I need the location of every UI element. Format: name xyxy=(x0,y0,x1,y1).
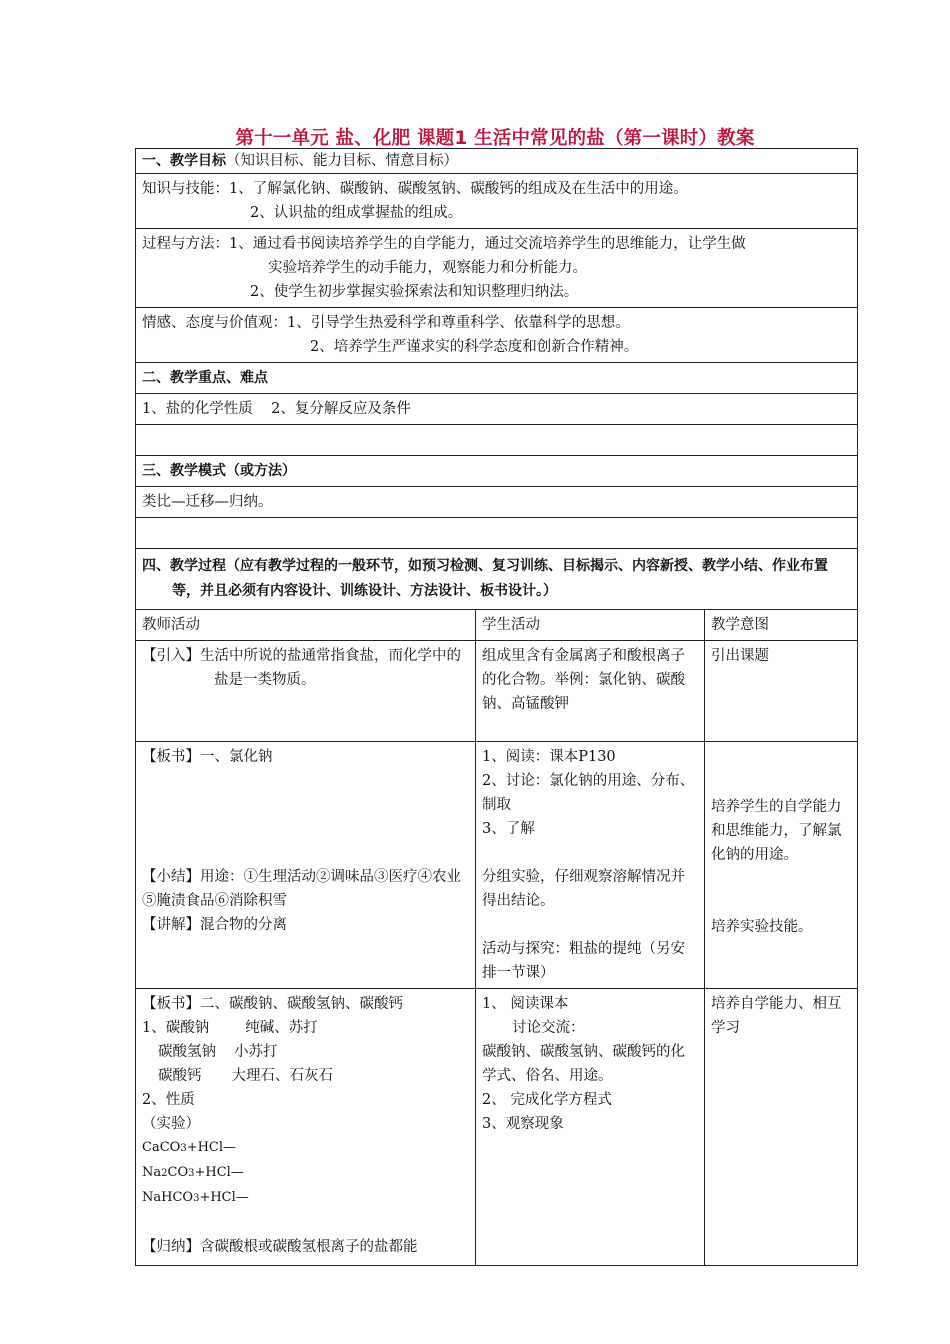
carbonate-student-4: 2、 完成化学方程式 xyxy=(482,1092,612,1108)
key-points-heading-row xyxy=(136,363,858,394)
nacl-intent-2: 培养实验技能。 xyxy=(711,919,813,935)
process-columns-row xyxy=(136,610,858,641)
carbonate-student-2: 讨论交流： xyxy=(512,1020,585,1036)
properties-label: 2、性质 xyxy=(142,1092,195,1108)
goals-knowledge-row xyxy=(136,174,858,229)
goals-emotion-row xyxy=(136,308,858,363)
carbonate-item-3-alias: 大理石、石灰石 xyxy=(231,1068,333,1084)
equation-na2co3: Na2CO3+HCl— xyxy=(142,1165,244,1180)
process-row-intro xyxy=(136,641,858,742)
goals-heading-row xyxy=(136,149,858,174)
carbonate-intent: 培养自学能力、相互学习 xyxy=(705,989,858,1266)
nacl-summary: 【小结】用途：①生理活动②调味品③医疗④农业⑤腌渍食品⑥消除积雪 xyxy=(142,869,461,909)
key-points-content: 1、盐的化学性质 2、复分解反应及条件 xyxy=(136,394,858,425)
carbonate-student-3: 碳酸钠、碳酸氢钠、碳酸钙的化学式、俗名、用途。 xyxy=(482,1044,685,1084)
equation-caco3: CaCO3+HCl— xyxy=(142,1140,237,1155)
process-heading-row xyxy=(136,549,858,610)
column-student: 学生活动 xyxy=(476,610,705,641)
intro-intent: 引出课题 xyxy=(705,641,858,742)
intro-student: 组成里含有金属离子和酸根离子的化合物。举例：氯化钠、碳酸钠、高锰酸钾 xyxy=(476,641,705,742)
emotion-line-2: 2、培养学生严谨求实的科学态度和创新合作精神。 xyxy=(310,339,639,355)
nacl-student-4: 分组实验，仔细观察溶解情况并得出结论。 xyxy=(482,869,685,909)
carbonate-student-1: 1、 阅读课本 xyxy=(482,996,569,1012)
intro-teacher: 【引入】生活中所说的盐通常指食盐，而化学中的盐是一类物质。 xyxy=(142,648,461,688)
knowledge-line-2: 2、认识盐的组成掌握盐的组成。 xyxy=(250,205,463,221)
process-heading: 四、教学过程（应有教学过程的一般环节，如预习检测、复习训练、目标揭示、内容新授、教学小结、作业布置等，并且必须有内容设计、训练设计、方法设计、板书设计。） xyxy=(142,558,828,599)
carbonate-item-1: 1、碳酸钠 xyxy=(142,1020,210,1036)
process-line-2: 实验培养学生的动手能力，观察能力和分析能力。 xyxy=(268,260,587,276)
mode-content: 类比—迁移—归纳。 xyxy=(136,487,858,518)
process-row-nacl xyxy=(136,742,858,989)
goals-heading-note: （知识目标、能力目标、情意目标） xyxy=(226,153,458,169)
knowledge-line-1: 知识与技能：1、了解氯化钠、碳酸钠、碳酸氢钠、碳酸钙的组成及在生活中的用途。 xyxy=(142,181,688,197)
carbonate-item-2: 碳酸氢钠 xyxy=(158,1044,216,1060)
key-points-heading: 二、教学重点、难点 xyxy=(142,370,268,386)
nacl-student-3: 3、了解 xyxy=(482,821,535,837)
nacl-board: 【板书】一、氯化钠 xyxy=(142,749,273,765)
nacl-student-2: 2、讨论：氯化钠的用途、分布、制取 xyxy=(482,773,695,813)
column-teacher: 教师活动 xyxy=(136,610,476,641)
carbonate-item-3: 碳酸钙 xyxy=(158,1068,202,1084)
process-line-1: 过程与方法：1、通过看书阅读培养学生的自学能力，通过交流培养学生的思维能力，让学生做 xyxy=(142,236,746,252)
carbonate-item-2-alias: 小苏打 xyxy=(234,1044,278,1060)
mode-content-row xyxy=(136,487,858,518)
blank-row-2 xyxy=(136,518,858,549)
lesson-plan-table xyxy=(135,148,858,1266)
carbonate-summary: 【归纳】含碳酸根或碳酸氢根离子的盐都能 xyxy=(142,1239,418,1255)
nacl-explain: 【讲解】混合物的分离 xyxy=(142,917,287,933)
nacl-student-1: 1、阅读：课本P130 xyxy=(482,749,616,765)
goals-heading: 一、教学目标 xyxy=(142,153,226,169)
nacl-student-5: 活动与探究：粗盐的提纯（另安排一节课） xyxy=(482,941,685,981)
equation-nahco3: NaHCO3+HCl— xyxy=(142,1190,249,1205)
column-intent: 教学意图 xyxy=(705,610,858,641)
nacl-intent-1: 培养学生的自学能力和思维能力，了解氯化钠的用途。 xyxy=(711,799,842,863)
process-line-3: 2、使学生初步掌握实验探索法和知识整理归纳法。 xyxy=(250,284,579,300)
mode-heading: 三、教学模式（或方法） xyxy=(142,463,296,479)
experiment-label: （实验） xyxy=(142,1116,200,1132)
carbonate-item-1-alias: 纯碱、苏打 xyxy=(245,1020,318,1036)
mode-heading-row xyxy=(136,456,858,487)
carbonate-board: 【板书】二、碳酸钠、碳酸氢钠、碳酸钙 xyxy=(142,996,403,1012)
page-title: 第十一单元 盐、化肥 课题1 生活中常见的盐（第一课时）教案 xyxy=(235,128,755,149)
emotion-line-1: 情感、态度与价值观：1、引导学生热爱科学和尊重科学、依靠科学的思想。 xyxy=(142,315,630,331)
key-points-content-row xyxy=(136,394,858,425)
process-row-carbonates xyxy=(136,989,858,1266)
goals-process-row xyxy=(136,229,858,308)
carbonate-student-5: 3、观察现象 xyxy=(482,1116,564,1132)
blank-row-1 xyxy=(136,425,858,456)
